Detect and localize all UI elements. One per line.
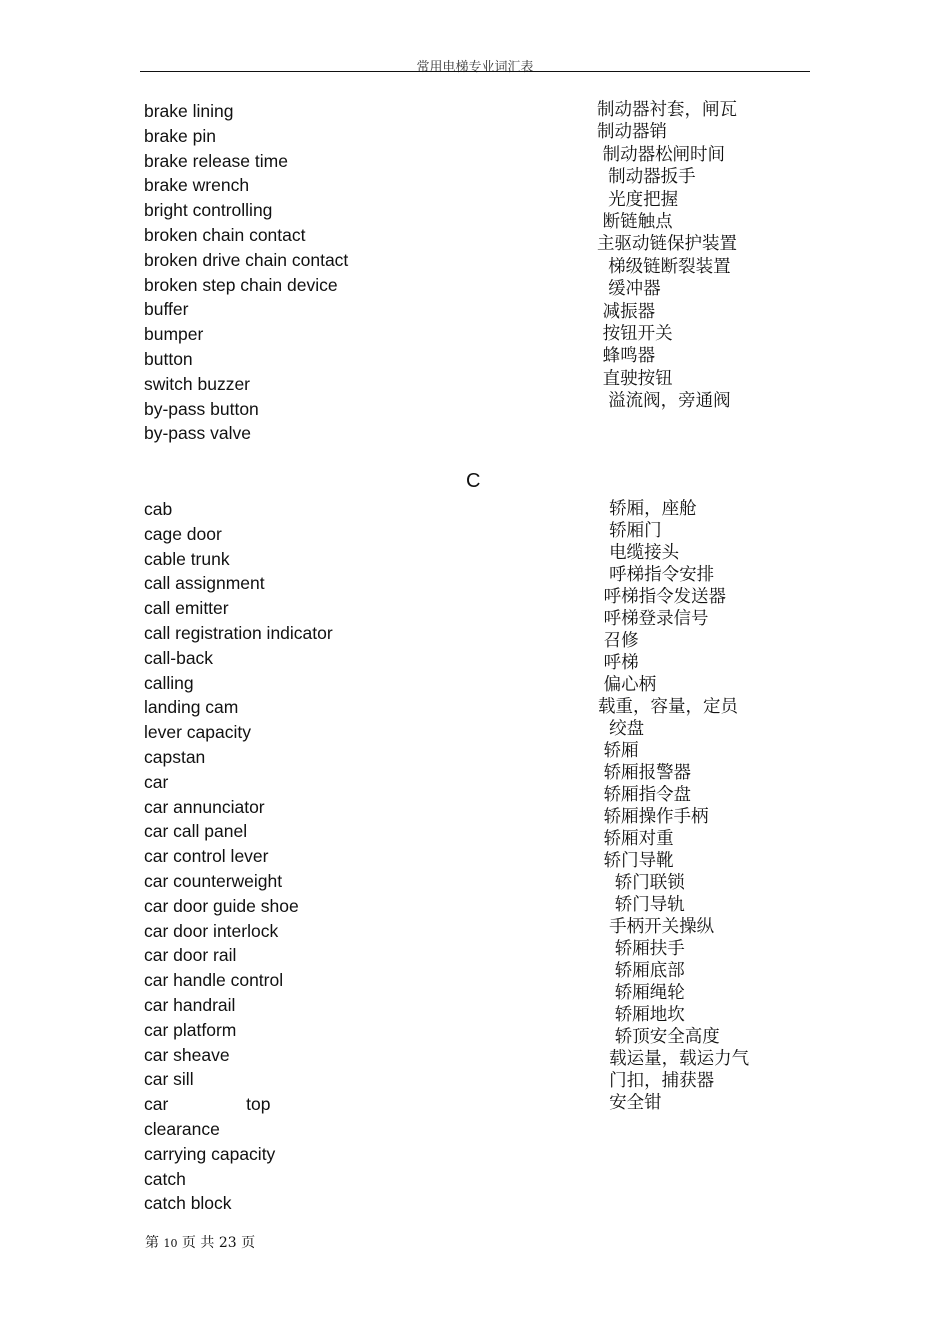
chinese-term: 轿厢对重 [598,829,674,849]
chinese-term: 召修 [598,631,639,651]
chinese-term: 呼梯登录信号 [598,609,709,629]
section-b-chinese-terms [597,99,737,412]
english-term: cage door [144,523,222,544]
footer-mid: 页 共 [181,1235,215,1251]
english-term: brake pin [144,125,216,146]
chinese-term: 轿门导轨 [598,895,685,915]
chinese-term: 梯级链断裂装置 [597,256,731,277]
chinese-term: 制动器松闸时间 [597,144,726,165]
chinese-term: 载重，容量，定员 [598,697,738,717]
english-term: call assignment [144,573,265,594]
page-footer [145,1232,255,1252]
chinese-term: 主驱动链保护装置 [597,234,737,255]
chinese-term: 制动器销 [597,122,667,143]
chinese-term: 缓冲器 [597,279,661,300]
english-term: buffer [144,299,189,320]
chinese-term: 安全钳 [598,1093,662,1113]
chinese-term: 制动器衬套，闸瓦 [597,100,737,120]
chinese-term: 轿厢指令盘 [598,785,692,805]
english-term: bright controlling [144,200,273,221]
english-term: car door rail [144,945,237,966]
chinese-term: 轿厢地坎 [598,1005,685,1025]
english-term: call registration indicator [144,622,333,643]
section-c-chinese-terms [598,498,749,1114]
chinese-term: 光度把握 [597,189,679,210]
section-c-english-terms [144,497,333,1216]
english-term: calling [144,672,194,693]
chinese-term: 轿厢 [598,741,639,761]
section-b-english-terms [144,99,348,446]
english-term: button [144,348,193,369]
chinese-term: 轿厢门 [598,521,662,541]
english-term: lever capacity [144,722,251,743]
english-term: broken drive chain contact [144,249,349,270]
english-term: car call panel [144,821,248,842]
chinese-term: 轿厢，座舱 [598,499,697,519]
english-term: capstan [144,746,206,767]
chinese-term: 呼梯 [598,653,639,673]
english-term: broken chain contact [144,224,306,245]
chinese-term: 按钮开关 [597,323,673,344]
chinese-term: 减振器 [597,301,656,322]
english-term: broken step chain device [144,274,338,295]
english-term: brake release time [144,150,288,171]
chinese-term: 轿厢扶手 [598,939,685,959]
footer-page-number: 10 [163,1237,178,1250]
page-header-title: 常用电梯专业词汇表 [416,60,534,75]
english-term: by-pass button [144,398,259,419]
english-term: landing cam [144,697,239,718]
chinese-term: 门扣，捕获器 [598,1071,715,1091]
chinese-term: 轿顶安全高度 [598,1027,720,1047]
english-term: bumper [144,324,204,345]
english-term: car platform [144,1019,237,1040]
chinese-term: 轿厢绳轮 [598,983,685,1003]
english-term: call emitter [144,598,229,619]
chinese-term: 溢流阀，旁通阀 [597,391,731,412]
footer-prefix: 第 [145,1235,159,1251]
chinese-term: 手柄开关操纵 [598,917,715,937]
chinese-term: 载运量，载运力气 [598,1049,750,1069]
chinese-term: 绞盘 [598,719,645,739]
chinese-term: 断链触点 [597,211,673,232]
chinese-term: 轿厢底部 [598,961,685,981]
english-term: catch block [144,1193,232,1214]
english-term: car [144,771,169,792]
section-heading-c: C [466,470,481,492]
chinese-term: 轿门联锁 [598,873,685,893]
english-term: cab [144,499,173,519]
header-rule [140,71,810,72]
chinese-term: 轿厢报警器 [598,763,692,783]
english-term: switch buzzer [144,373,251,394]
chinese-term: 制动器扳手 [597,167,696,188]
english-term: brake wrench [144,175,250,196]
footer-suffix: 页 [241,1235,256,1251]
english-term: car counterweight [144,870,283,891]
english-term: car handle control [144,970,284,991]
footer-total-pages: 23 [218,1235,237,1251]
english-term: brake lining [144,101,234,121]
english-term: call-back [144,647,214,668]
english-term: car sill [144,1069,194,1090]
chinese-term: 呼梯指令发送器 [598,587,727,607]
chinese-term: 轿门导靴 [598,851,674,871]
chinese-term: 电缆接头 [598,543,680,563]
chinese-term: 蜂鸣器 [597,346,656,367]
chinese-term: 轿厢操作手柄 [598,807,709,827]
chinese-term: 直驶按钮 [597,368,673,389]
chinese-term: 偏心柄 [598,675,657,695]
english-term: car annunciator [144,796,265,817]
english-term: car door guide shoe [144,895,299,916]
chinese-term: 呼梯指令安排 [598,565,715,585]
english-term: cable trunk [144,548,230,569]
english-term: catch [144,1168,186,1189]
english-term: car top [144,1094,271,1115]
english-term: by-pass valve [144,423,251,444]
english-term: clearance [144,1118,220,1139]
english-term: car door interlock [144,920,279,941]
english-term: car handrail [144,994,236,1015]
english-term: car control lever [144,846,269,867]
english-term: carrying capacity [144,1143,276,1164]
english-term: car sheave [144,1044,230,1065]
